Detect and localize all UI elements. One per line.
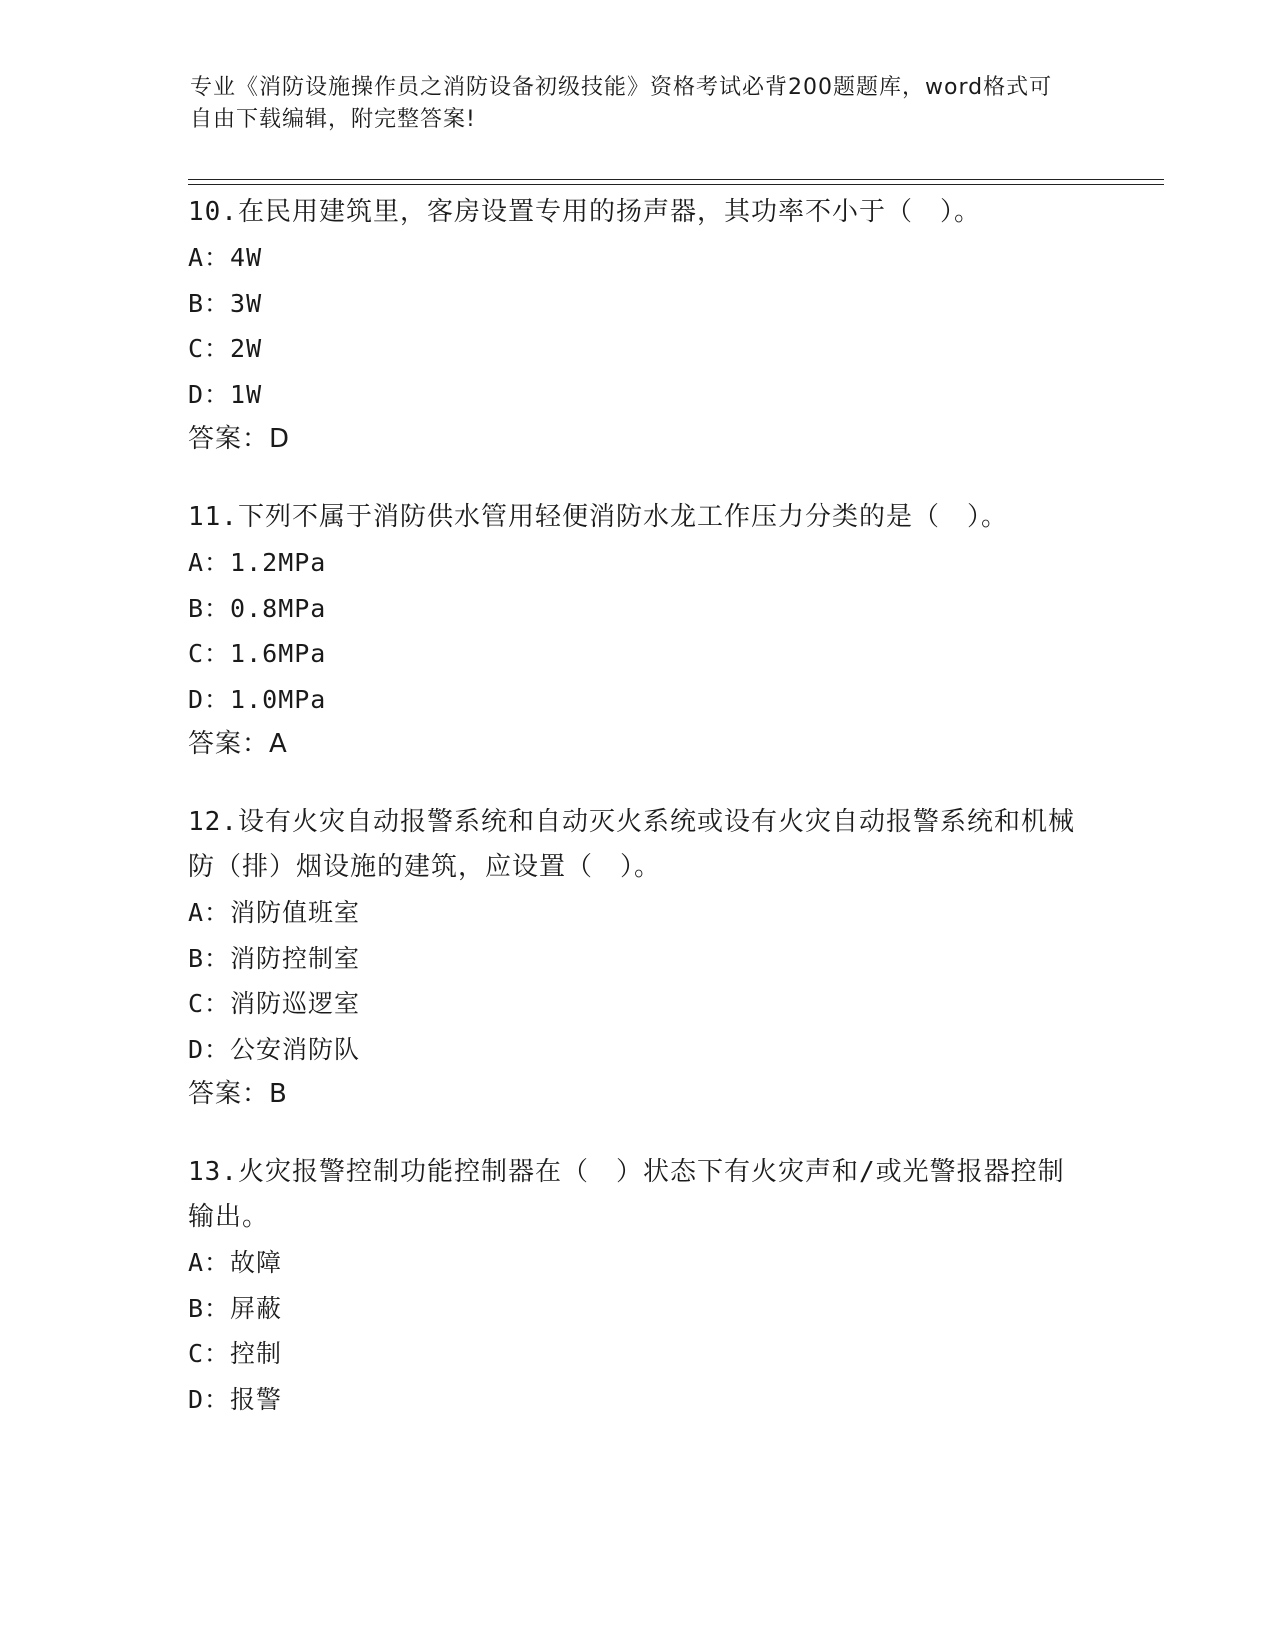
answer-text: 答案：D (188, 424, 291, 454)
question-text: 11.下列不属于消防供水管用轻便消防水龙工作压力分类的是（ ）。 (188, 502, 1008, 532)
option-a: A：4W (188, 243, 263, 272)
option-c: C：2W (188, 334, 263, 363)
question-text: 13.火灾报警控制功能控制器在（ ）状态下有火灾声和/或光警报器控制输出。 (188, 1157, 1065, 1232)
option-d: D：公安消防队 (188, 1034, 361, 1064)
option-b: B：3W (188, 288, 263, 318)
header-divider-bottom (188, 184, 1164, 185)
question-text: 12.设有火灾自动报警系统和自动灭火系统或设有火灾自动报警系统和机械防（排）烟设施的建筑，应设置（ ）。 (188, 807, 1075, 882)
option-b: B：0.8MPa (188, 593, 327, 623)
question-10 (188, 190, 1088, 462)
option-b: B：消防控制室 (188, 943, 361, 973)
option-c: C：1.6MPa (188, 639, 327, 668)
option-a: A：1.2MPa (188, 548, 327, 577)
option-a: A：消防值班室 (188, 898, 361, 927)
answer-text: 答案：A (188, 729, 288, 759)
question-13 (188, 1150, 1088, 1422)
option-d: D：1W (188, 379, 263, 409)
option-b: B：屏蔽 (188, 1293, 283, 1323)
question-text: 10.在民用建筑里，客房设置专用的扬声器，其功率不小于（ ）。 (188, 197, 981, 227)
question-12 (188, 800, 1088, 1117)
header-divider-top (188, 179, 1164, 180)
option-c: C：消防巡逻室 (188, 989, 361, 1018)
question-11 (188, 495, 1088, 767)
option-a: A：故障 (188, 1248, 283, 1277)
option-d: D：1.0MPa (188, 684, 327, 714)
option-d: D：报警 (188, 1384, 283, 1414)
answer-text: 答案：B (188, 1079, 288, 1109)
option-c: C：控制 (188, 1339, 283, 1368)
question-list (188, 190, 1088, 1455)
document-header: 专业《消防设施操作员之消防设备初级技能》资格考试必背200题题库，word格式可自由下载编辑，附完整答案! (190, 75, 1053, 132)
